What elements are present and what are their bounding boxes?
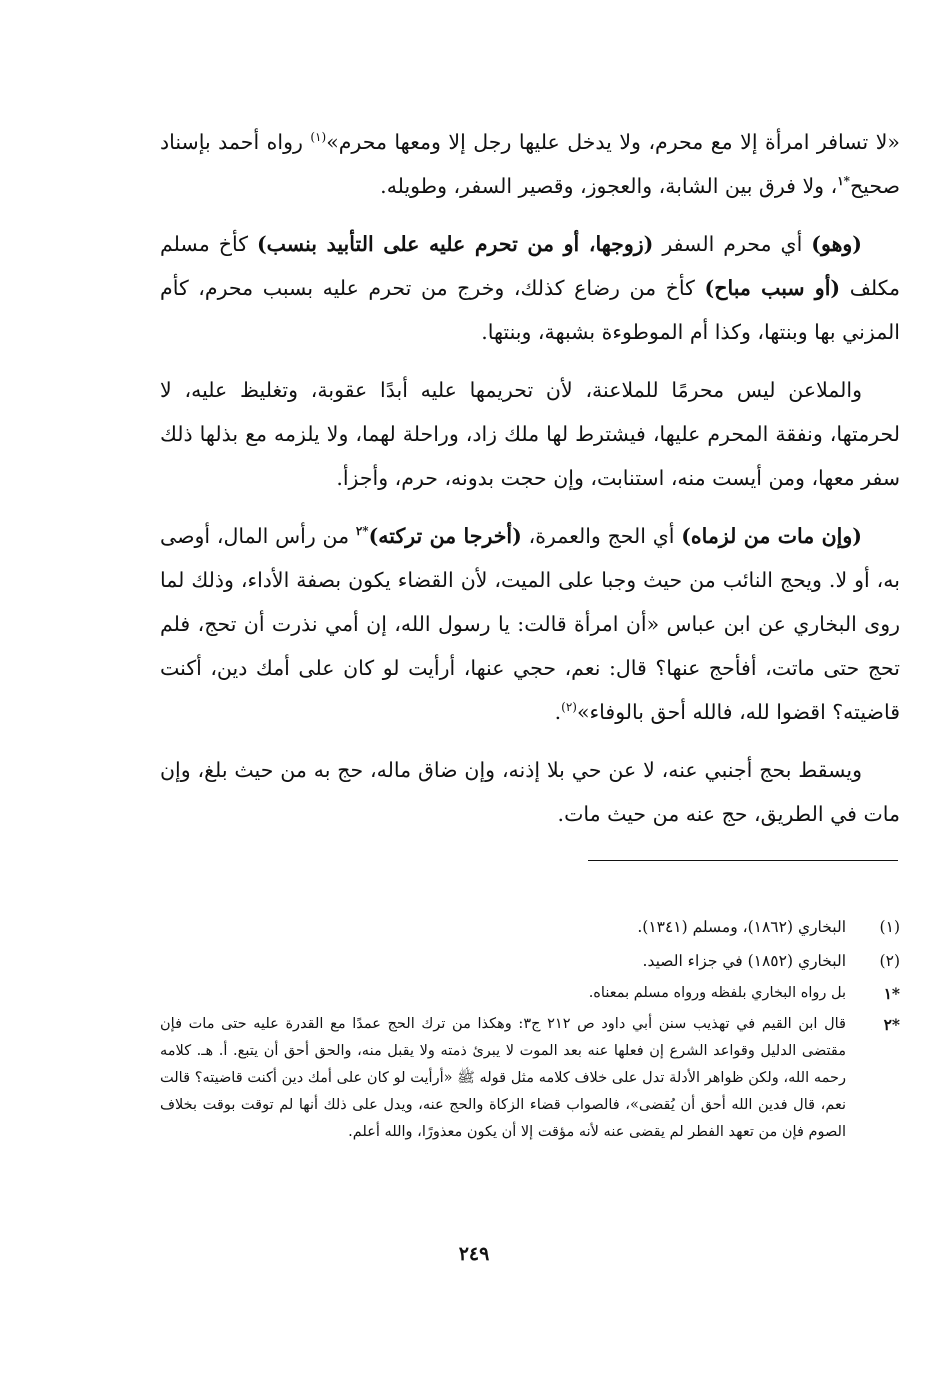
footnotes (160, 912, 900, 1150)
main-text (160, 120, 900, 850)
footnote-number: *١ (883, 984, 900, 1003)
paragraph-3: والملاعن ليس محرمًا للملاعنة، لأن تحريمها عليه أبدًا عقوبة، وتغليظ عليه، لا لحرمتها، ونفقة المحرم عليها، فيشترط لها ملك زاد، وراحلة لهما، ولا يلزمه مع بذلها ذلك سفر معها، ومن أيست منه، استنابت، وإن حجت بدونه، حرم، وأجزأ. (160, 378, 900, 490)
paragraph-2: (وهو) أي محرم السفر (زوجها، أو من تحرم عليه على التأبيد بنسب) كأخ مسلم مكلف (أو سبب مباح) كأخ من رضاع كذلك، وخرج من تحرم عليه بسبب محرم، كأم المزني بها وبنتها، وكذا أم الموطوءة بشبهة، وبنتها. (160, 232, 900, 344)
paragraph-5: ويسقط بحج أجنبي عنه، لا عن حي بلا إذنه، وإن ضاق ماله، حج به من حيث بلغ، وإن مات في الطريق، حج عنه من حيث مات. (160, 758, 900, 826)
footnote-text: البخاري (١٨٥٢) في جزاء الصيد. (642, 952, 846, 970)
footnote-text: البخاري (١٨٦٢)، ومسلم (١٣٤١). (637, 918, 846, 936)
footnote-item (160, 912, 900, 942)
paragraph-1: «لا تسافر امرأة إلا مع محرم، ولا يدخل عليها رجل إلا ومعها محرم»$^{(١)}$ رواه أحمد بإسناد صحيح$^{*١}$، ولا فرق بين الشابة، والعجوز، وقصير السفر، وطويله. (160, 130, 900, 198)
footnote-ref-star-2: *٢ (355, 524, 369, 539)
footnote-ref-2: (٢) (561, 700, 577, 715)
footnote-text: بل رواه البخاري بلفظه ورواه مسلم بمعناه. (588, 985, 846, 1001)
footnote-item (160, 980, 900, 1007)
footnote-number: (١) (879, 918, 900, 936)
footnote-text: قال ابن القيم في تهذيب سنن أبي داود ص ٢١٢ ج٣: وهكذا من ترك الحج عمدًا مع القدرة عليه حتى مات فإن مقتضى الدليل وقواعد الشرع إن فعلها عنه بعد الموت لا يبرئ ذمته ولا يقبل منه، والحق أحق أن يتبع. أ. هـ. كلامه رحمه الله، ولكن ظواهر الأدلة تدل على خلاف كلامه مثل قوله ﷺ «أرأيت لو كان على أمك دين أكنت قاضيته؟ قالت نعم، قال فدين الله أحق أن يُقضى»، فالصواب قضاء الزكاة والحج عنه، ويدل على ذلك أنها لم توقت بوقت بخلاف الصوم فإن من تعهد الفطر لم يقضى عنه لأنه مؤقت إلا أن يكون معذورًا، والله أعلم. (160, 1016, 846, 1140)
footnote-ref-1: (١) (310, 130, 327, 145)
footnote-item (160, 1011, 900, 1146)
footnote-number: (٢) (879, 952, 900, 970)
paragraph-4: (وإن مات من لزماه) أي الحج والعمرة، (أخرجا من تركته)$^{*٢}$ من رأس المال، أوصى به، أو لا. ويحج النائب من حيث وجبا على الميت، لأن القضاء يكون بصفة الأداء، وذلك لما روى البخاري عن ابن عباس «أن امرأة قالت: يا رسول الله، إن أمي نذرت أن تحج، فلم تحج حتى ماتت، أفأحج عنها؟ قال: نعم، حجي عنها، أرأيت لو كان على أمك دين، أكنت قاضيته؟ اقضوا لله، فالله أحق بالوفاء»$^{(٢)}$. (160, 524, 900, 724)
page-number: ٢٤٩ (458, 1243, 490, 1265)
footnote-number: *٢ (883, 1015, 900, 1034)
footnote-ref-star-1: *١ (837, 174, 850, 189)
footnote-item (160, 946, 900, 976)
footnote-divider (588, 860, 898, 861)
